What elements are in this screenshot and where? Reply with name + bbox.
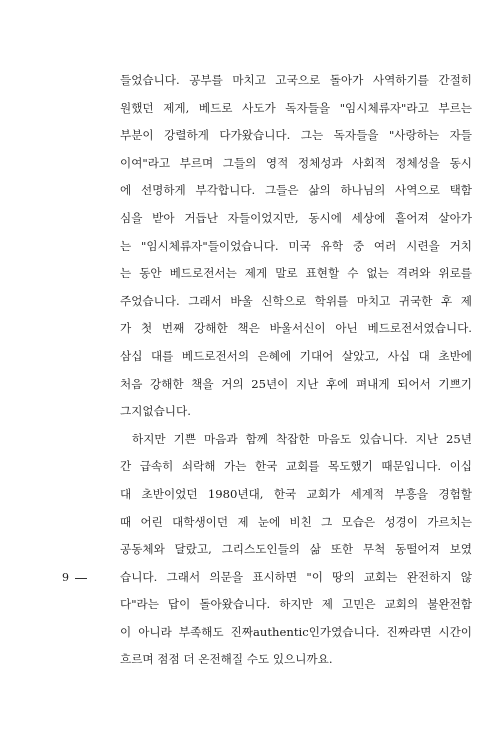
text-line: 부분이 강렬하게 다가왔습니다. 그는 독자들을 "사랑하는 자들 — [120, 128, 472, 143]
body-text — [120, 67, 472, 674]
text-line: 대 초반이었던 1980년대, 한국 교회가 세계적 부흥을 경험할 — [120, 486, 472, 501]
text-line: 는 동안 베드로전서는 제게 말로 표현할 수 없는 격려와 위로를 — [120, 266, 472, 281]
text-line: 심을 받아 거듭난 자들이었지만, 동시에 세상에 흩어져 살아가 — [120, 210, 472, 225]
page-number-dash — [75, 578, 87, 579]
text-line: 흐르며 점점 더 온전해질 수도 있으니까요. — [120, 652, 333, 667]
text-line: 하지만 기쁜 마음과 함께 착잡한 마음도 있습니다. 지난 25년 — [132, 431, 472, 446]
text-line: 습니다. 그래서 의문을 표시하면 "이 땅의 교회는 완전하지 않 — [120, 569, 472, 584]
text-line: 이여"라고 부르며 그들의 영적 정체성과 사회적 정체성을 동시 — [120, 155, 472, 170]
text-line: 들었습니다. 공부를 마치고 고국으로 돌아가 사역하기를 간절히 — [120, 73, 472, 87]
paragraph-1 — [120, 67, 472, 426]
text-line: 때 어린 대학생이던 제 눈에 비친 그 모습은 성경이 가르치는 — [120, 514, 472, 529]
text-line: 는 "임시체류자"들이었습니다. 미국 유학 중 여러 시련을 거치 — [120, 238, 472, 253]
text-line: 에 선명하게 부각합니다. 그들은 삶의 하나님의 사역으로 택함 — [120, 183, 472, 198]
text-line: 간 급속히 쇠락해 가는 한국 교회를 목도했기 때문입니다. 이십 — [120, 459, 472, 474]
text-line: 원했던 제게, 베드로 사도가 독자들을 "임시체류자"라고 부르는 — [120, 100, 472, 115]
text-line: 공동체와 달랐고, 그리스도인들의 삶 또한 무척 동떨어져 보였 — [120, 542, 472, 557]
text-line: 처음 강해한 책을 거의 25년이 지난 후에 펴내게 되어서 기쁘기 — [120, 376, 472, 391]
paragraph-2 — [120, 426, 472, 674]
text-line: 가 첫 번째 강해한 책은 바울서신이 아닌 베드로전서였습니다. — [120, 321, 472, 336]
text-line: 삼십 대를 베드로전서의 은혜에 기대어 살았고, 사십 대 초반에 — [120, 348, 472, 363]
text-line: 다"라는 답이 돌아왔습니다. 하지만 제 고민은 교회의 불완전함 — [120, 597, 472, 612]
text-line: 주었습니다. 그래서 바울 신학으로 학위를 마치고 귀국한 후 제 — [120, 293, 472, 308]
page-footer — [62, 571, 87, 585]
page-number: 9 — [62, 571, 69, 584]
text-line: 이 아니라 부족해도 진짜authentic인가였습니다. 진짜라면 시간이 — [120, 624, 472, 639]
text-line: 그지없습니다. — [120, 404, 191, 419]
